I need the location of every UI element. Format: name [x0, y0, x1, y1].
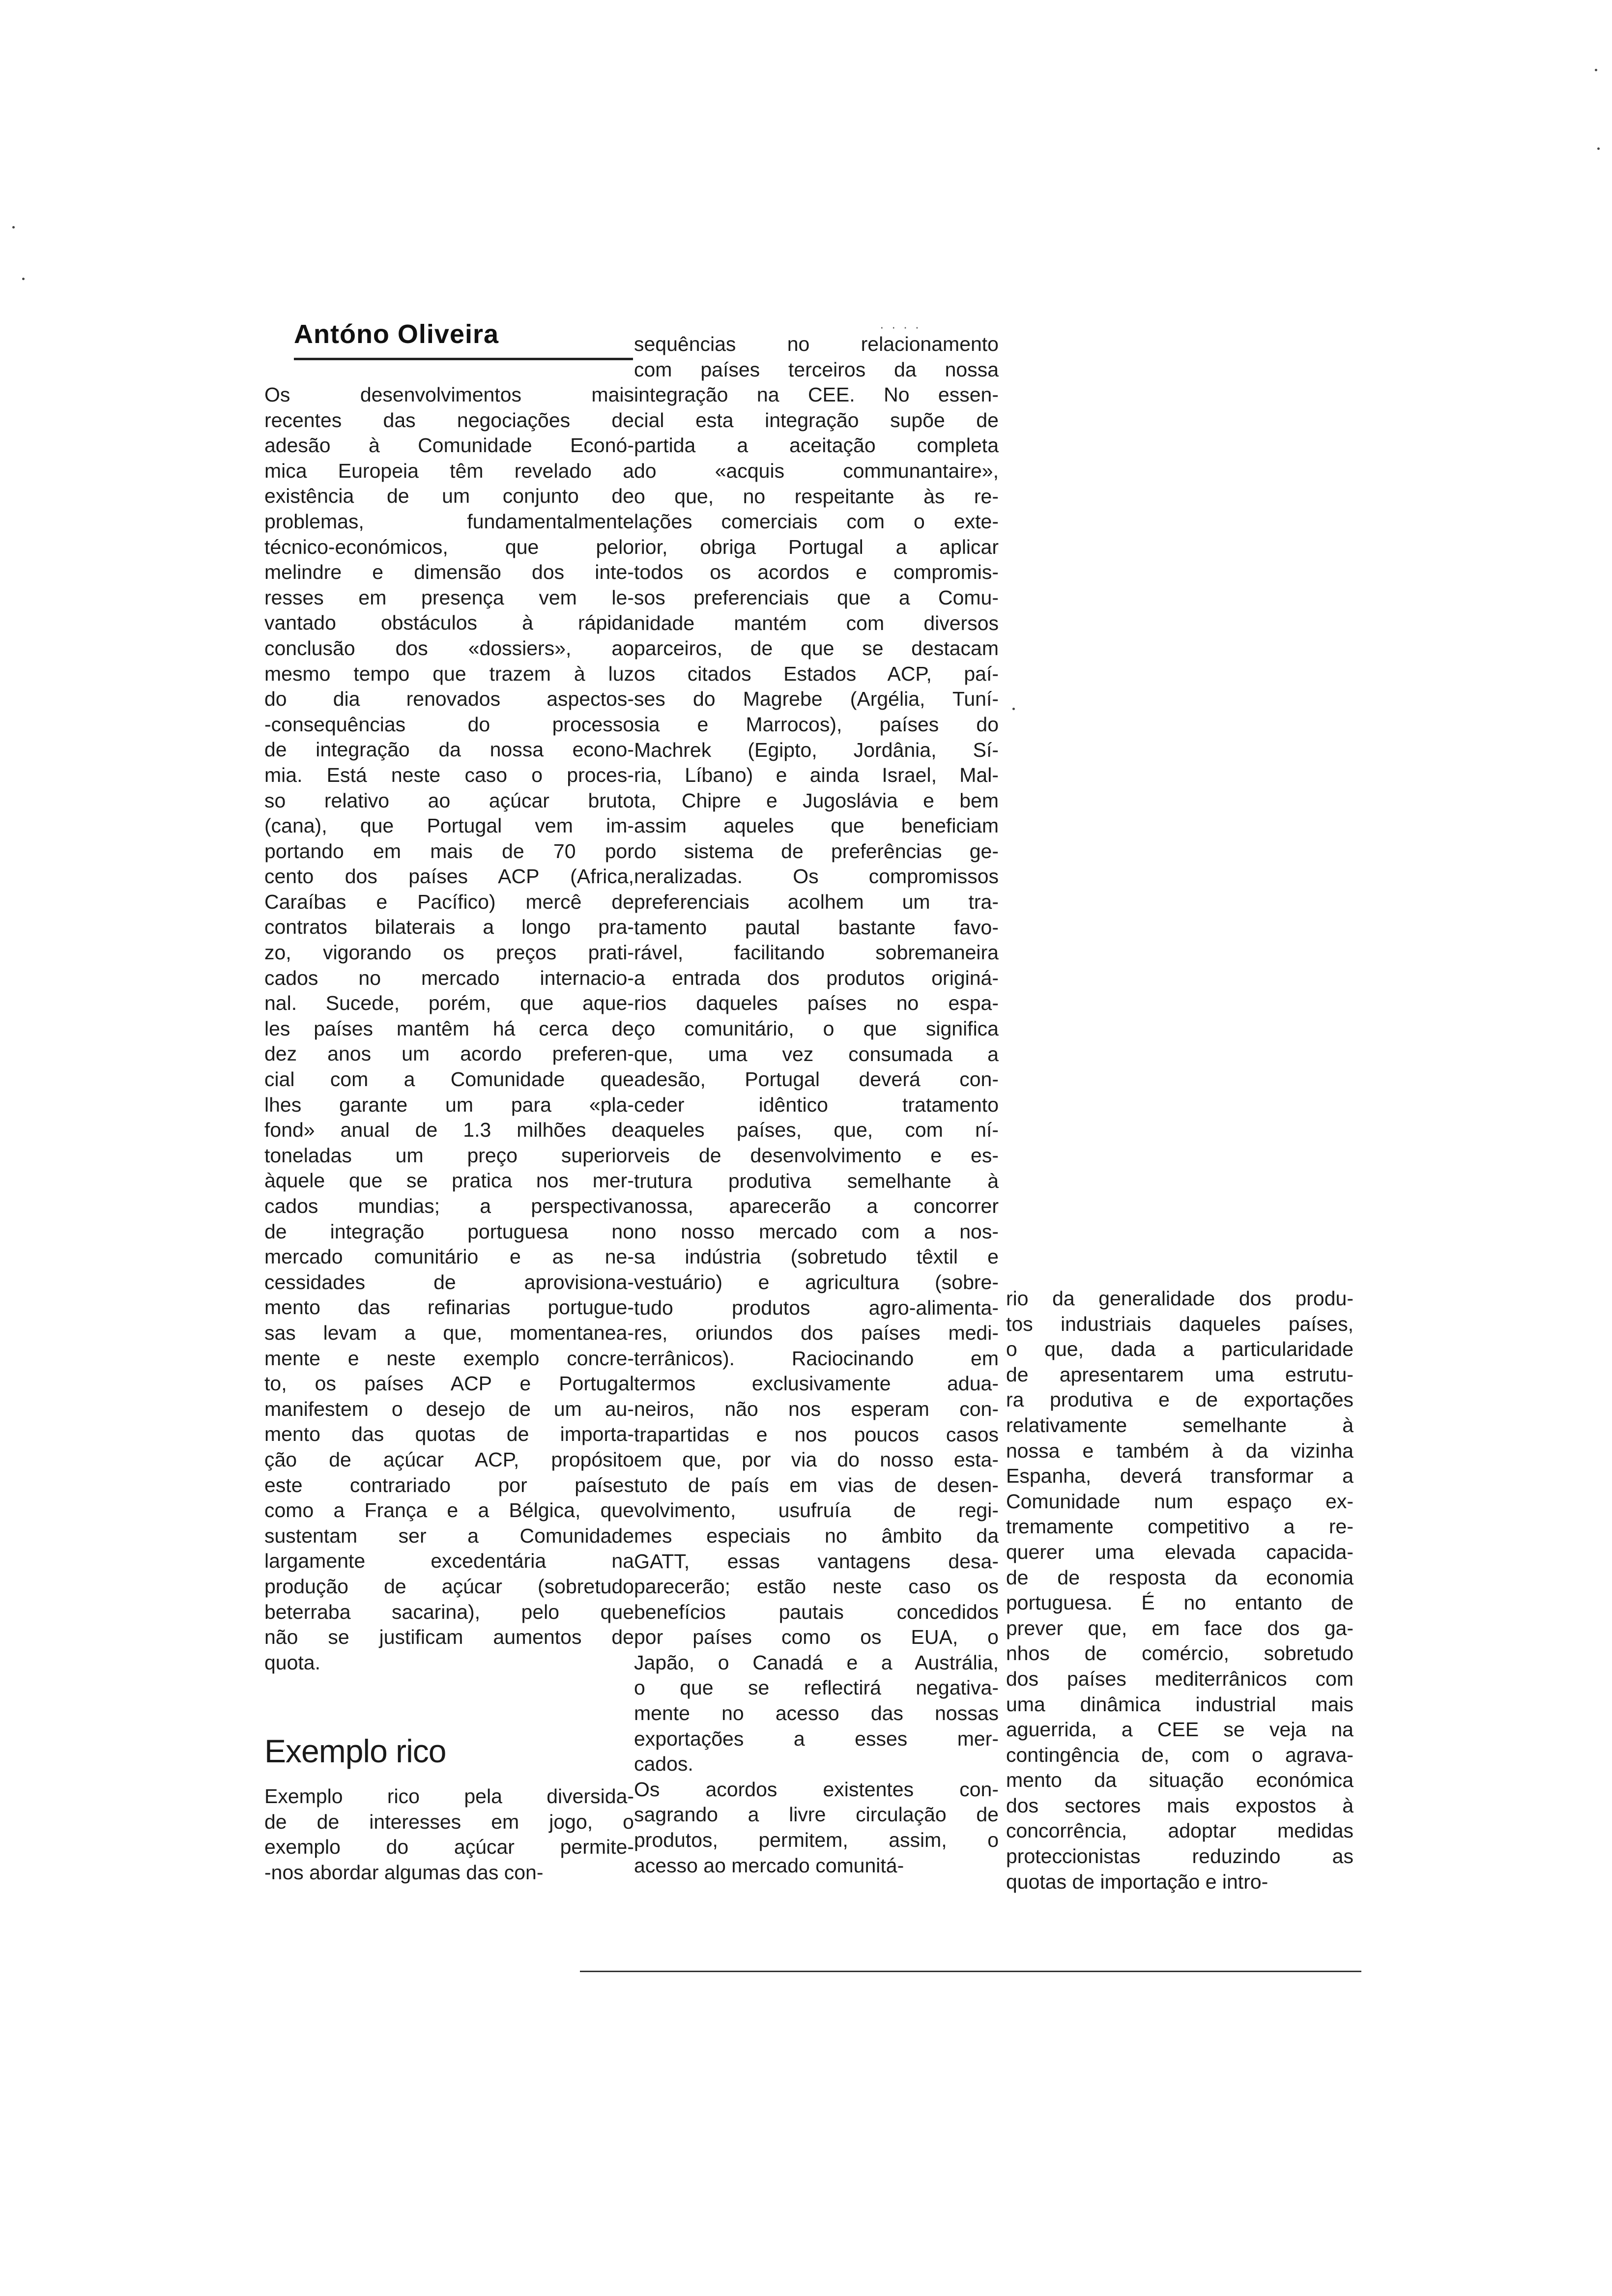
- article-column-3: [1006, 1286, 1353, 1894]
- text-line: todos os acordos e compromis-: [634, 561, 999, 584]
- text-line: nidade mantém com diversos: [634, 611, 999, 634]
- article-column-1: [264, 382, 634, 1675]
- text-line: Os desenvolvimentos mais: [264, 383, 634, 406]
- text-line: relativamente semelhante à: [1006, 1413, 1353, 1436]
- text-line: o que, no respeitante às re-: [634, 485, 999, 508]
- text-line: neiros, não nos esperam con-: [634, 1397, 999, 1420]
- text-line: tuto de país em vias de desen-: [634, 1473, 999, 1496]
- text-line: sia e Marrocos), países do: [634, 713, 999, 736]
- text-line: benefícios pautais concedidos: [634, 1600, 999, 1623]
- text-line: trutura produtiva semelhante à: [634, 1169, 999, 1192]
- byline-underline: [294, 358, 633, 360]
- text-line: parceiros, de que se destacam: [634, 637, 999, 660]
- column-3-body: [1006, 1286, 1353, 1894]
- text-line: ses do Magrebe (Argélia, Tuní-: [634, 688, 999, 711]
- text-line: problemas, fundamentalmente: [264, 510, 634, 533]
- text-line: trapartidas e nos poucos casos: [634, 1423, 999, 1446]
- text-line: cados.: [634, 1752, 693, 1776]
- text-line: proteccionistas reduzindo as: [1006, 1845, 1353, 1868]
- text-line: como a França e a Bélgica, que: [264, 1499, 634, 1522]
- text-line: exemplo do açúcar permite-: [264, 1836, 634, 1859]
- text-line: cados no mercado internacio-: [264, 966, 634, 989]
- text-line: dos sectores mais expostos à: [1006, 1794, 1353, 1817]
- text-line: não se justificam aumentos de: [264, 1626, 634, 1649]
- text-line: o que, dada a particularidade: [1006, 1338, 1353, 1361]
- text-line: Caraíbas e Pacífico) mercê de: [264, 890, 634, 913]
- text-line: Os acordos existentes con-: [634, 1778, 999, 1801]
- text-line: mento das quotas de importa-: [264, 1423, 634, 1446]
- text-line: integração na CEE. No essen-: [634, 383, 999, 406]
- text-line: existência de um conjunto de: [264, 485, 634, 508]
- text-line: preferenciais acolhem um tra-: [634, 890, 999, 914]
- text-line: produtos, permitem, assim, o: [634, 1829, 999, 1852]
- text-line: portando em mais de 70 por: [264, 839, 634, 862]
- text-line: manifestem o desejo de um au-: [264, 1397, 634, 1420]
- text-line: mente no acesso das nossas: [634, 1702, 999, 1725]
- text-line: quota.: [264, 1651, 320, 1674]
- text-line: cados mundias; a perspectiva: [264, 1195, 634, 1217]
- text-line: cento dos países ACP (Africa,: [264, 865, 634, 888]
- text-line: mercado comunitário e as ne-: [264, 1245, 634, 1268]
- text-line: rios daqueles países no espa-: [634, 992, 999, 1015]
- text-line: mes especiais no âmbito da: [634, 1524, 999, 1547]
- text-line: ra produtiva e de exportações: [1006, 1388, 1353, 1411]
- text-line: ção de açúcar ACP, propósito: [264, 1448, 634, 1471]
- text-line: partida a aceitação completa: [634, 434, 999, 457]
- text-line: por países como os EUA, o: [634, 1626, 999, 1649]
- text-line: cessidades de aprovisiona-: [264, 1270, 634, 1293]
- print-speck: [1595, 69, 1597, 71]
- text-line: so relativo ao açúcar bruto: [264, 789, 634, 812]
- text-line: contratos bilaterais a longo pra-: [264, 916, 634, 939]
- text-line: sequências no relacionamento: [634, 333, 999, 355]
- text-line: -nos abordar algumas das con-: [264, 1861, 544, 1884]
- text-line: lhes garante um para «pla-: [264, 1093, 634, 1116]
- text-line: de de resposta da economia: [1006, 1566, 1353, 1589]
- text-line: produção de açúcar (sobretudo: [264, 1575, 634, 1598]
- text-line: tamento pautal bastante favo-: [634, 916, 999, 939]
- print-speckle: · · · ·: [880, 319, 921, 334]
- text-line: ta, Chipre e Jugoslávia e bem: [634, 789, 999, 812]
- text-line: lações comerciais com o exte-: [634, 510, 999, 533]
- text-line: resses em presença vem le-: [264, 586, 634, 609]
- text-line: aguerrida, a CEE se veja na: [1006, 1718, 1353, 1741]
- text-line: les países mantêm há cerca de: [264, 1017, 634, 1040]
- text-line: o que se reflectirá negativa-: [634, 1676, 999, 1699]
- text-line: os citados Estados ACP, paí-: [634, 662, 999, 685]
- text-line: de integração da nossa econo-: [264, 738, 634, 761]
- text-line: termos exclusivamente adua-: [634, 1372, 999, 1395]
- text-line: volvimento, usufruía de regi-: [634, 1499, 999, 1522]
- text-line: prever que, em face dos ga-: [1006, 1616, 1353, 1639]
- text-line: querer uma elevada capacida-: [1006, 1540, 1353, 1563]
- text-line: rior, obriga Portugal a aplicar: [634, 535, 999, 558]
- text-line: Machrek (Egipto, Jordânia, Sí-: [634, 738, 999, 761]
- text-line: do dia renovados aspectos-: [264, 688, 634, 711]
- text-line: nossa, aparecerão a concorrer: [634, 1195, 999, 1218]
- text-line: contingência de, com o agrava-: [1006, 1743, 1353, 1766]
- print-speck: [1597, 147, 1600, 150]
- text-line: cial com a Comunidade que: [264, 1068, 634, 1091]
- text-line: sos preferenciais que a Comu-: [634, 586, 999, 609]
- text-line: com países terceiros da nossa: [634, 358, 999, 381]
- text-line: assim aqueles que beneficiam: [634, 814, 999, 837]
- text-line: adesão à Comunidade Econó-: [264, 434, 634, 457]
- text-line: mento da situação económica: [1006, 1769, 1353, 1792]
- text-line: ceder idêntico tratamento: [634, 1093, 999, 1116]
- text-line: rio da generalidade dos produ-: [1006, 1287, 1353, 1310]
- text-line: vestuário) e agricultura (sobre-: [634, 1270, 999, 1293]
- text-line: largamente excedentária na: [264, 1550, 634, 1573]
- text-line: do «acquis communantaire»,: [634, 459, 999, 482]
- text-line: sas levam a que, momentanea-: [264, 1321, 634, 1344]
- text-line: beterraba sacarina), pelo que: [264, 1600, 634, 1623]
- text-line: acesso ao mercado comunitá-: [634, 1854, 904, 1877]
- text-line: rável, facilitando sobremaneira: [634, 941, 999, 964]
- text-line: (cana), que Portugal vem im-: [264, 814, 634, 837]
- text-line: recentes das negociações de: [264, 408, 634, 431]
- text-line: to, os países ACP e Portugal: [264, 1372, 634, 1395]
- text-line: dez anos um acordo preferen-: [264, 1042, 634, 1065]
- text-line: de integração portuguesa no: [264, 1220, 634, 1243]
- text-line: nhos de comércio, sobretudo: [1006, 1642, 1353, 1665]
- text-line: tos industriais daqueles países,: [1006, 1312, 1353, 1335]
- text-line: de de interesses em jogo, o: [264, 1810, 634, 1833]
- text-line: toneladas um preço superior: [264, 1144, 634, 1167]
- text-line: exportações a esses mer-: [634, 1727, 999, 1750]
- text-line: adesão, Portugal deverá con-: [634, 1068, 999, 1091]
- author-byline: Antóno Oliveira: [294, 319, 499, 349]
- text-line: tremamente competitivo a re-: [1006, 1515, 1353, 1538]
- text-line: vantado obstáculos à rápida: [264, 611, 634, 634]
- text-line: aqueles países, que, com ní-: [634, 1119, 999, 1142]
- text-line: quotas de importação e intro-: [1006, 1870, 1268, 1893]
- text-line: sa indústria (sobretudo têxtil e: [634, 1245, 999, 1268]
- article-column-1-continued: [264, 1784, 634, 1885]
- column-1-body-continued: [264, 1784, 634, 1885]
- text-line: mia. Está neste caso o proces-: [264, 763, 634, 786]
- text-line: mento das refinarias portugue-: [264, 1296, 634, 1319]
- text-line: ço comunitário, o que significa: [634, 1017, 999, 1040]
- text-line: mica Europeia têm revelado a: [264, 459, 634, 482]
- text-line: técnico-económicos, que pelo: [264, 535, 634, 558]
- text-line: sustentam ser a Comunidade: [264, 1524, 634, 1547]
- text-line: mesmo tempo que trazem à luz: [264, 662, 634, 685]
- text-line: ria, Líbano) e ainda Israel, Mal-: [634, 764, 999, 787]
- print-speck: [12, 226, 15, 229]
- text-line: dos países mediterrânicos com: [1006, 1667, 1353, 1690]
- print-speck: [1012, 708, 1015, 710]
- text-line: zo, vigorando os preços prati-: [264, 941, 634, 964]
- text-line: -consequências do processo: [264, 713, 634, 736]
- column-2-body: [634, 332, 999, 1878]
- text-line: mente e neste exemplo concre-: [264, 1347, 634, 1370]
- text-line: melindre e dimensão dos inte-: [264, 561, 634, 584]
- article-column-2: [634, 332, 999, 1878]
- text-line: que, uma vez consumada a: [634, 1042, 999, 1065]
- text-line: cial esta integração supõe de: [634, 408, 999, 431]
- section-subhead: Exemplo rico: [264, 1733, 446, 1769]
- text-line: res, oriundos dos países medi-: [634, 1321, 999, 1345]
- text-line: nossa e também à da vizinha: [1006, 1439, 1353, 1462]
- text-line: sagrando a livre circulação de: [634, 1803, 999, 1826]
- text-line: a entrada dos produtos originá-: [634, 966, 999, 989]
- text-line: parecerão; estão neste caso os: [634, 1575, 999, 1598]
- text-line: no nosso mercado com a nos-: [634, 1220, 999, 1243]
- column-1-body: [264, 382, 634, 1675]
- text-line: conclusão dos «dossiers», ao: [264, 636, 634, 660]
- text-line: Comunidade num espaço ex-: [1006, 1490, 1353, 1513]
- bottom-rule: [580, 1971, 1361, 1972]
- text-line: Japão, o Canadá e a Austrália,: [634, 1651, 999, 1674]
- print-speck: [22, 278, 25, 280]
- text-line: em que, por via do nosso esta-: [634, 1448, 999, 1471]
- text-line: neralizadas. Os compromissos: [634, 865, 999, 888]
- text-line: veis de desenvolvimento e es-: [634, 1144, 999, 1167]
- text-line: Espanha, deverá transformar a: [1006, 1464, 1353, 1488]
- text-line: GATT, essas vantagens desa-: [634, 1550, 999, 1573]
- text-line: nal. Sucede, porém, que aque-: [264, 992, 634, 1015]
- text-line: do sistema de preferências ge-: [634, 839, 999, 862]
- text-line: concorrência, adoptar medidas: [1006, 1819, 1353, 1842]
- text-line: este contrariado por países: [264, 1473, 634, 1496]
- text-line: Exemplo rico pela diversida-: [264, 1785, 634, 1808]
- text-line: de apresentarem uma estrutu-: [1006, 1363, 1353, 1386]
- text-line: uma dinâmica industrial mais: [1006, 1693, 1353, 1716]
- text-line: fond» anual de 1.3 milhões de: [264, 1119, 634, 1142]
- text-line: terrânicos). Raciocinando em: [634, 1347, 999, 1370]
- text-line: tudo produtos agro-alimenta-: [634, 1296, 999, 1319]
- text-line: portuguesa. É no entanto de: [1006, 1591, 1353, 1614]
- text-line: àquele que se pratica nos mer-: [264, 1169, 634, 1192]
